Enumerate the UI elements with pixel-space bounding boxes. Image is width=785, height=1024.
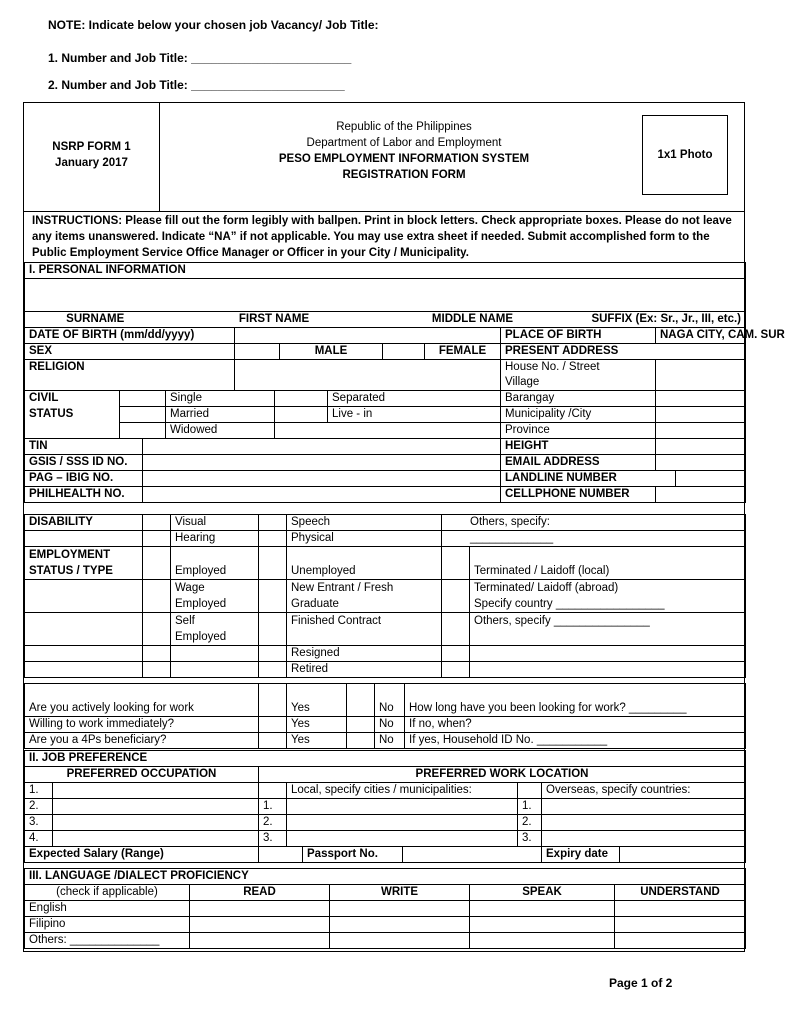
actively-no-checkbox[interactable] bbox=[347, 684, 375, 717]
retired-label: Retired bbox=[287, 662, 442, 678]
job-preference-table bbox=[24, 750, 746, 863]
female-label: FEMALE bbox=[425, 344, 501, 360]
english-label: English bbox=[25, 901, 190, 917]
physical-label: Physical bbox=[287, 531, 442, 547]
emp-blank-3 bbox=[442, 646, 470, 662]
landline-input[interactable] bbox=[676, 471, 746, 487]
gsis-input[interactable] bbox=[143, 455, 501, 471]
actively-no-label: No bbox=[375, 684, 405, 717]
email-input[interactable] bbox=[656, 455, 746, 471]
finished-checkbox[interactable] bbox=[259, 613, 287, 646]
job-search-table bbox=[24, 683, 746, 749]
read-label: READ bbox=[190, 885, 330, 901]
province-input[interactable] bbox=[656, 423, 746, 439]
overseas-num-3: 3. bbox=[518, 831, 542, 847]
filipino-speak-checkbox[interactable] bbox=[470, 917, 615, 933]
write-label: WRITE bbox=[330, 885, 470, 901]
emp-spacer-4 bbox=[25, 662, 143, 678]
emp-blank-5 bbox=[143, 662, 171, 678]
email-label: EMAIL ADDRESS bbox=[501, 455, 656, 471]
livein-label: Live - in bbox=[328, 407, 501, 423]
check-applicable-label: (check if applicable) bbox=[25, 885, 190, 901]
employment-status-label bbox=[25, 547, 143, 580]
tin-input[interactable] bbox=[143, 439, 501, 455]
barangay-input[interactable] bbox=[656, 391, 746, 407]
english-read-checkbox[interactable] bbox=[190, 901, 330, 917]
local-input-1[interactable] bbox=[287, 799, 518, 815]
photo-box[interactable]: 1x1 Photo bbox=[642, 115, 728, 195]
retired-checkbox[interactable] bbox=[259, 662, 287, 678]
civil-label: CIVIL bbox=[25, 391, 120, 407]
barangay-label: Barangay bbox=[501, 391, 656, 407]
willing-no-checkbox[interactable] bbox=[347, 717, 375, 733]
occ-num-4: 4. bbox=[25, 831, 53, 847]
occ-input-3[interactable] bbox=[53, 815, 259, 831]
passport-label: Passport No. bbox=[303, 847, 403, 863]
job-title-line-2[interactable]: 2. Number and Job Title: _______________________ bbox=[48, 78, 345, 92]
registration-form bbox=[23, 102, 785, 952]
religion-label: RELIGION bbox=[25, 360, 235, 376]
specify-country-input[interactable]: Specify country _________________ bbox=[474, 598, 665, 610]
occ-input-2[interactable] bbox=[53, 799, 259, 815]
visual-label: Visual bbox=[171, 515, 259, 531]
note-title: NOTE: Indicate below your chosen job Vacancy/ Job Title: bbox=[48, 18, 379, 32]
agency-line-1: Republic of the Philippines bbox=[336, 121, 472, 133]
others-understand-checkbox[interactable] bbox=[615, 933, 746, 949]
self-label-2: Employed bbox=[175, 631, 227, 643]
new-entrant-cell bbox=[287, 580, 442, 613]
overseas-input-1[interactable] bbox=[542, 799, 746, 815]
employment-label: EMPLOYMENT bbox=[29, 549, 111, 561]
unemployed-label: Unemployed bbox=[287, 547, 442, 580]
expiry-input[interactable] bbox=[620, 847, 746, 863]
single-checkbox[interactable] bbox=[120, 391, 166, 407]
cellphone-label: CELLPHONE NUMBER bbox=[501, 487, 656, 503]
sex-label: SEX bbox=[25, 344, 235, 360]
livein-checkbox[interactable] bbox=[275, 407, 328, 423]
philhealth-input[interactable] bbox=[143, 487, 501, 503]
english-understand-checkbox[interactable] bbox=[615, 901, 746, 917]
hearing-label: Hearing bbox=[171, 531, 259, 547]
first-name-label: FIRST NAME bbox=[166, 312, 383, 328]
middle-name-label: MIDDLE NAME bbox=[383, 312, 563, 328]
pref-loc-label: PREFERRED WORK LOCATION bbox=[259, 767, 746, 783]
job-title-line-1[interactable]: 1. Number and Job Title: ________________________ bbox=[48, 51, 352, 65]
civil-spacer bbox=[25, 423, 120, 439]
cellphone-input[interactable] bbox=[656, 487, 746, 503]
married-label: Married bbox=[166, 407, 275, 423]
willing-yes-checkbox[interactable] bbox=[259, 717, 287, 733]
surname-label: SURNAME bbox=[25, 312, 166, 328]
name-input-row[interactable] bbox=[25, 279, 746, 312]
form-agency bbox=[184, 119, 624, 183]
widowed-label: Widowed bbox=[166, 423, 275, 439]
height-label: HEIGHT bbox=[501, 439, 656, 455]
separated-checkbox[interactable] bbox=[275, 391, 328, 407]
height-input[interactable] bbox=[656, 439, 746, 455]
english-write-checkbox[interactable] bbox=[330, 901, 470, 917]
others-specify-input[interactable]: _____________ bbox=[442, 531, 746, 547]
others-emp-input[interactable]: Others, specify _______________ bbox=[470, 613, 746, 646]
passport-input[interactable] bbox=[403, 847, 542, 863]
graduate-label: Graduate bbox=[291, 598, 339, 610]
emp-blank-2 bbox=[171, 646, 259, 662]
local-label: Local, specify cities / municipalities: bbox=[287, 783, 518, 799]
dob-input[interactable] bbox=[235, 328, 501, 344]
unemployed-checkbox[interactable] bbox=[259, 547, 287, 580]
religion-spacer bbox=[25, 375, 235, 391]
resigned-label: Resigned bbox=[287, 646, 442, 662]
fourps-yes-label: Yes bbox=[287, 733, 347, 749]
others-speak-checkbox[interactable] bbox=[470, 933, 615, 949]
overseas-num-1: 1. bbox=[518, 799, 542, 815]
occ-num-1: 1. bbox=[25, 783, 53, 799]
language-table bbox=[24, 868, 746, 949]
municipality-input[interactable] bbox=[656, 407, 746, 423]
salary-label: Expected Salary (Range) bbox=[25, 847, 259, 863]
actively-label: Are you actively looking for work bbox=[25, 684, 259, 717]
emp-spacer-1 bbox=[25, 580, 143, 613]
widowed-checkbox[interactable] bbox=[120, 423, 166, 439]
pob-label: PLACE OF BIRTH bbox=[501, 328, 656, 344]
suffix-label: SUFFIX (Ex: Sr., Jr., III, etc.) bbox=[563, 312, 746, 328]
employed-label: Employed bbox=[171, 547, 259, 580]
instructions: INSTRUCTIONS: Please fill out the form legibly with ballpen. Print in block letters. Check appropriate boxes. Please do not leave any items unanswered. Indicate “NA” if not applicable. You may use extra sheet if needed. Submit accomplished form to the Public Employment Service Office Manager or Officer in your City / Municipality. bbox=[32, 215, 732, 259]
self-label: Self bbox=[175, 615, 195, 627]
emp-blank-8 bbox=[470, 662, 746, 678]
overseas-label: Overseas, specify countries: bbox=[542, 783, 746, 799]
pagibig-input[interactable] bbox=[143, 471, 501, 487]
section-personal: I. PERSONAL INFORMATION bbox=[25, 263, 746, 279]
fourps-no-label: No bbox=[375, 733, 405, 749]
others-emp-checkbox[interactable] bbox=[442, 613, 470, 646]
filipino-label: Filipino bbox=[25, 917, 190, 933]
overseas-spacer bbox=[518, 783, 542, 799]
dob-label: DATE OF BIRTH (mm/dd/yyyy) bbox=[25, 328, 235, 344]
local-input-2[interactable] bbox=[287, 815, 518, 831]
local-num-1: 1. bbox=[259, 799, 287, 815]
house-no-label: House No. / Street bbox=[501, 360, 656, 376]
expiry-label: Expiry date bbox=[542, 847, 620, 863]
household-id-input[interactable]: If yes, Household ID No. ___________ bbox=[405, 733, 746, 749]
local-num-3: 3. bbox=[259, 831, 287, 847]
self-checkbox[interactable] bbox=[143, 613, 171, 646]
pref-occ-label: PREFERRED OCCUPATION bbox=[25, 767, 259, 783]
single-label: Single bbox=[166, 391, 275, 407]
disability-label: DISABILITY bbox=[25, 515, 143, 531]
actively-yes-label: Yes bbox=[287, 684, 347, 717]
province-label: Province bbox=[501, 423, 656, 439]
wage-checkbox[interactable] bbox=[143, 580, 171, 613]
how-long-input[interactable]: How long have you been looking for work? _________ bbox=[405, 684, 746, 717]
others-write-checkbox[interactable] bbox=[330, 933, 470, 949]
separated-label: Separated bbox=[328, 391, 501, 407]
emp-blank-1 bbox=[143, 646, 171, 662]
section-job: II. JOB PREFERENCE bbox=[25, 751, 746, 767]
local-num-2: 2. bbox=[259, 815, 287, 831]
visual-checkbox[interactable] bbox=[143, 515, 171, 531]
landline-label: LANDLINE NUMBER bbox=[501, 471, 676, 487]
gsis-label: GSIS / SSS ID NO. bbox=[25, 455, 143, 471]
present-address-label: PRESENT ADDRESS bbox=[501, 344, 746, 360]
emp-spacer-3 bbox=[25, 646, 143, 662]
speech-checkbox[interactable] bbox=[259, 515, 287, 531]
filipino-read-checkbox[interactable] bbox=[190, 917, 330, 933]
page-number: Page 1 of 2 bbox=[609, 976, 673, 990]
willing-label: Willing to work immediately? bbox=[25, 717, 259, 733]
disability-employment-table bbox=[24, 514, 746, 678]
local-input-3[interactable] bbox=[287, 831, 518, 847]
local-spacer bbox=[259, 783, 287, 799]
status-label: STATUS bbox=[25, 407, 120, 423]
form-date: January 2017 bbox=[55, 157, 128, 169]
hearing-checkbox[interactable] bbox=[143, 531, 171, 547]
terminated-abroad-checkbox[interactable] bbox=[442, 580, 470, 613]
wage-label: Wage bbox=[175, 582, 205, 594]
tin-label: TIN bbox=[25, 439, 143, 455]
understand-label: UNDERSTAND bbox=[615, 885, 746, 901]
fourps-label: Are you a 4Ps beneficiary? bbox=[25, 733, 259, 749]
self-employed-cell bbox=[171, 613, 259, 646]
occ-input-4[interactable] bbox=[53, 831, 259, 847]
village-input[interactable] bbox=[656, 375, 746, 391]
speech-label: Speech bbox=[287, 515, 442, 531]
new-entrant-checkbox[interactable] bbox=[259, 580, 287, 613]
terminated-abroad-cell bbox=[470, 580, 746, 613]
religion-input[interactable] bbox=[235, 360, 501, 376]
disability-spacer bbox=[25, 531, 143, 547]
agency-line-3: PESO EMPLOYMENT INFORMATION SYSTEM bbox=[278, 153, 530, 165]
willing-yes-label: Yes bbox=[287, 717, 347, 733]
house-no-input[interactable] bbox=[656, 360, 746, 376]
form-id bbox=[24, 103, 160, 211]
if-no-input[interactable]: If no, when? bbox=[405, 717, 746, 733]
religion-spacer-2 bbox=[235, 375, 501, 391]
form-number: NSRP FORM 1 bbox=[52, 141, 131, 153]
form-header bbox=[24, 103, 744, 212]
occ-num-3: 3. bbox=[25, 815, 53, 831]
overseas-input-2[interactable] bbox=[542, 815, 746, 831]
terminated-local-label: Terminated / Laidoff (local) bbox=[470, 547, 746, 580]
resigned-checkbox[interactable] bbox=[259, 646, 287, 662]
speak-label: SPEAK bbox=[470, 885, 615, 901]
salary-input[interactable] bbox=[259, 847, 303, 863]
agency-line-4: REGISTRATION FORM bbox=[342, 169, 466, 181]
civil-blank bbox=[275, 423, 501, 439]
agency-line-2: Department of Labor and Employment bbox=[306, 137, 502, 149]
terminated-local-checkbox[interactable] bbox=[442, 547, 470, 580]
pob-value[interactable]: NAGA CITY, CAM. SUR bbox=[656, 328, 746, 344]
pagibig-label: PAG – IBIG NO. bbox=[25, 471, 143, 487]
finished-label: Finished Contract bbox=[287, 613, 442, 646]
philhealth-label: PHILHEALTH NO. bbox=[25, 487, 143, 503]
village-label: Village bbox=[501, 375, 656, 391]
occ-input-1[interactable] bbox=[53, 783, 259, 799]
wage-label-2: Employed bbox=[175, 598, 227, 610]
status-type-label: STATUS / TYPE bbox=[29, 565, 113, 577]
wage-employed-label bbox=[171, 580, 259, 613]
overseas-input-3[interactable] bbox=[542, 831, 746, 847]
overseas-num-2: 2. bbox=[518, 815, 542, 831]
others-specify-label: Others, specify: bbox=[442, 515, 746, 531]
personal-info-table bbox=[24, 262, 785, 503]
terminated-abroad-label: Terminated/ Laidoff (abroad) bbox=[474, 582, 619, 594]
emp-blank-6 bbox=[171, 662, 259, 678]
municipality-label: Municipality /City bbox=[501, 407, 656, 423]
emp-blank-7 bbox=[442, 662, 470, 678]
new-entrant-label: New Entrant / Fresh bbox=[291, 582, 394, 594]
physical-checkbox[interactable] bbox=[259, 531, 287, 547]
married-checkbox[interactable] bbox=[120, 407, 166, 423]
others-lang-input[interactable]: Others: ______________ bbox=[25, 933, 190, 949]
male-checkbox[interactable] bbox=[235, 344, 280, 360]
female-checkbox[interactable] bbox=[383, 344, 425, 360]
employed-checkbox[interactable] bbox=[143, 547, 171, 580]
filipino-write-checkbox[interactable] bbox=[330, 917, 470, 933]
filipino-understand-checkbox[interactable] bbox=[615, 917, 746, 933]
others-read-checkbox[interactable] bbox=[190, 933, 330, 949]
actively-yes-checkbox[interactable] bbox=[259, 684, 287, 717]
fourps-yes-checkbox[interactable] bbox=[259, 733, 287, 749]
occ-num-2: 2. bbox=[25, 799, 53, 815]
male-label: MALE bbox=[280, 344, 383, 360]
emp-spacer-2 bbox=[25, 613, 143, 646]
fourps-no-checkbox[interactable] bbox=[347, 733, 375, 749]
english-speak-checkbox[interactable] bbox=[470, 901, 615, 917]
willing-no-label: No bbox=[375, 717, 405, 733]
section-language: III. LANGUAGE /DIALECT PROFICIENCY bbox=[25, 869, 746, 885]
emp-blank-4 bbox=[470, 646, 746, 662]
